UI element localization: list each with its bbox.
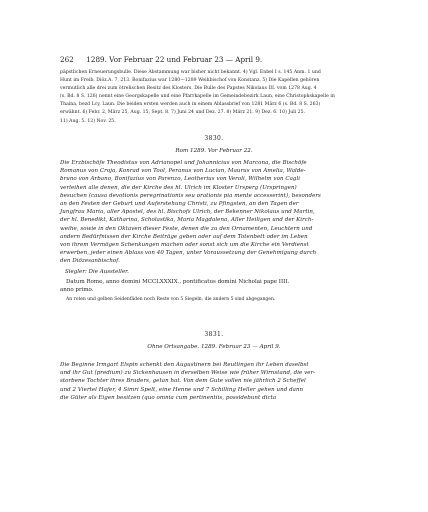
regest-line: Die Erzbischöfe Theodistus von Adrianopel und Johannicius von Marcona, die Bischöfe xyxy=(60,160,307,166)
footnote-line: Hunt im Freib. Diöz.A. 7, 213. Bonifazius war 1280—1289 Weihbischof von Konstanz. 5) Die Kapellen gehören xyxy=(60,78,320,84)
regest-line: Jungfrau Maria, aller Apostel, des hl. Bischofs Ulrich, der Bekenner Nikolaus und Martin, xyxy=(60,209,315,216)
regest-line: und 2 Viertel Hafer, 4 Simri Spelt, eine Henne und 7 Schilling Heller gehen und dann xyxy=(60,386,304,393)
regest-line: der hl. Benedikt, Katharina, Scholastika, Maria Magdalena, Aller Heiligen und der Kirch- xyxy=(60,217,314,224)
footnote-line: 11) Aug. 5. 12) Nov. 25. xyxy=(60,118,116,124)
regest-line: bruno von Arbano, Bonifazius von Parenzo, Leotherius von Veroli, Wilhelm von Cagli xyxy=(60,176,301,183)
regest-line: an den Festen der Geburt und Auferstehung Christi, zu Pfingsten, an den Tagen der xyxy=(60,201,299,208)
regest-line: Romanus von Croja, Konrad von Tool, Peranus von Lucian, Maurus von Amelia, Walde- xyxy=(60,168,306,175)
document-regest xyxy=(60,361,372,402)
regest-line: andern Bedürfnissen der Kirche Beiträge geben oder auf dem Totenbett oder im Leben xyxy=(60,233,308,240)
seal-note: An roten und gelben Seidenfäden noch Reste von 5 Siegeln, die andern 5 sind abgegangen. xyxy=(66,297,276,302)
footnote-line: erwähnt. 6) Febr. 2, März 25, Aug. 15, Sept. 8. 7) Juni 24 und Dez. 27. 8) März 21. 9) Dez. 6. 10) Juli 25. xyxy=(60,110,306,116)
footnote-line: vermutlich alle drei zum ötrelischen Besitz des Klosters. Die Bulle des Papstes Nikolaus III. vom 1278 Aug. 4 xyxy=(60,86,317,92)
document-number: 3830. xyxy=(204,135,224,142)
regest-line: den Diözesanbischof. xyxy=(60,258,120,265)
regest-line: verleihen alle denen, die der Kirche des hl. Ulrich im Kloster Ursperg (Urspringen) xyxy=(60,184,297,191)
footnote-line: (s. Bd. 8 S. 126) nennt eine Georgskapelle und eine Pfarrkapelle im Gemeindebezirk Laun, eine Christophskapelle in xyxy=(60,94,335,100)
sealer-line: Siegler: Die Aussteller. xyxy=(65,269,129,275)
document-place-date: Ohne Ortsangabe. 1289. Februar 23 — April 9. xyxy=(147,344,281,350)
dating-line: anno primo. xyxy=(60,287,94,294)
regest-line: storbene Tochter ihres Bruders, getan hat. Von dem Gute sollen nie jährlich 2 Scheffel xyxy=(60,378,306,385)
dating-line: Datum Rome, anno domini MCCLXXXIX., pontificatus domini Nicholai pape IIII. xyxy=(66,279,290,285)
regest-line: von ihrem Vermögen Schenkungen machen oder sonst sich um die Kirche ein Verdienst xyxy=(60,242,309,249)
regest-line: besuchen (causa devotionis peregrinationis seu orationis pia mente accesserint), besonders xyxy=(60,192,321,199)
regest-line: und ihr Gut (predium) zu Sickenhausen in derselben Weise wie früher Wirnstand, die ver- xyxy=(60,370,316,377)
running-title: 1289. Vor Februar 22 und Februar 23 — April 9. xyxy=(86,55,263,64)
footnote-line: Thaina, bezd Lcy, Laun. Die beiden ersten werden auch in einem Ablassbrief von 1281 März 6 (s. Bd. 8 S. 263) xyxy=(60,102,321,108)
regest-line: erwerben, jeder einen Ablass von 40 Tagen, unter Voraussetzung der Genehmigung durch xyxy=(60,250,317,257)
footnotes xyxy=(60,69,372,126)
document-number: 3831. xyxy=(204,331,224,338)
document-place-date: Rom 1289. Vor Februar 22. xyxy=(175,148,253,154)
regest-line: weihe, sowie in den Oktaven dieser Feste, denen die zu den Ornamenten, Leuchtern und xyxy=(60,225,313,232)
document-regest xyxy=(60,159,372,266)
footnote-line: päpstlichen Erneuerungsbulle. Diese Abstammung war bisher nicht bekannt. 4) Vgl. Enbel I s. 145 Anm. 1 und xyxy=(60,70,321,75)
running-header xyxy=(60,55,370,64)
dating-clause xyxy=(60,278,372,295)
regest-line: Die Beginne Irmgart Elspin schenkt den Augustinern bei Reutlingen ihr Leben daselbst xyxy=(60,362,309,368)
page-number: 262 xyxy=(60,55,74,64)
regest-line: die Güter als Eigen besitzen (quo omnia cum pertinentiis, possidebunt dicta xyxy=(60,394,277,401)
